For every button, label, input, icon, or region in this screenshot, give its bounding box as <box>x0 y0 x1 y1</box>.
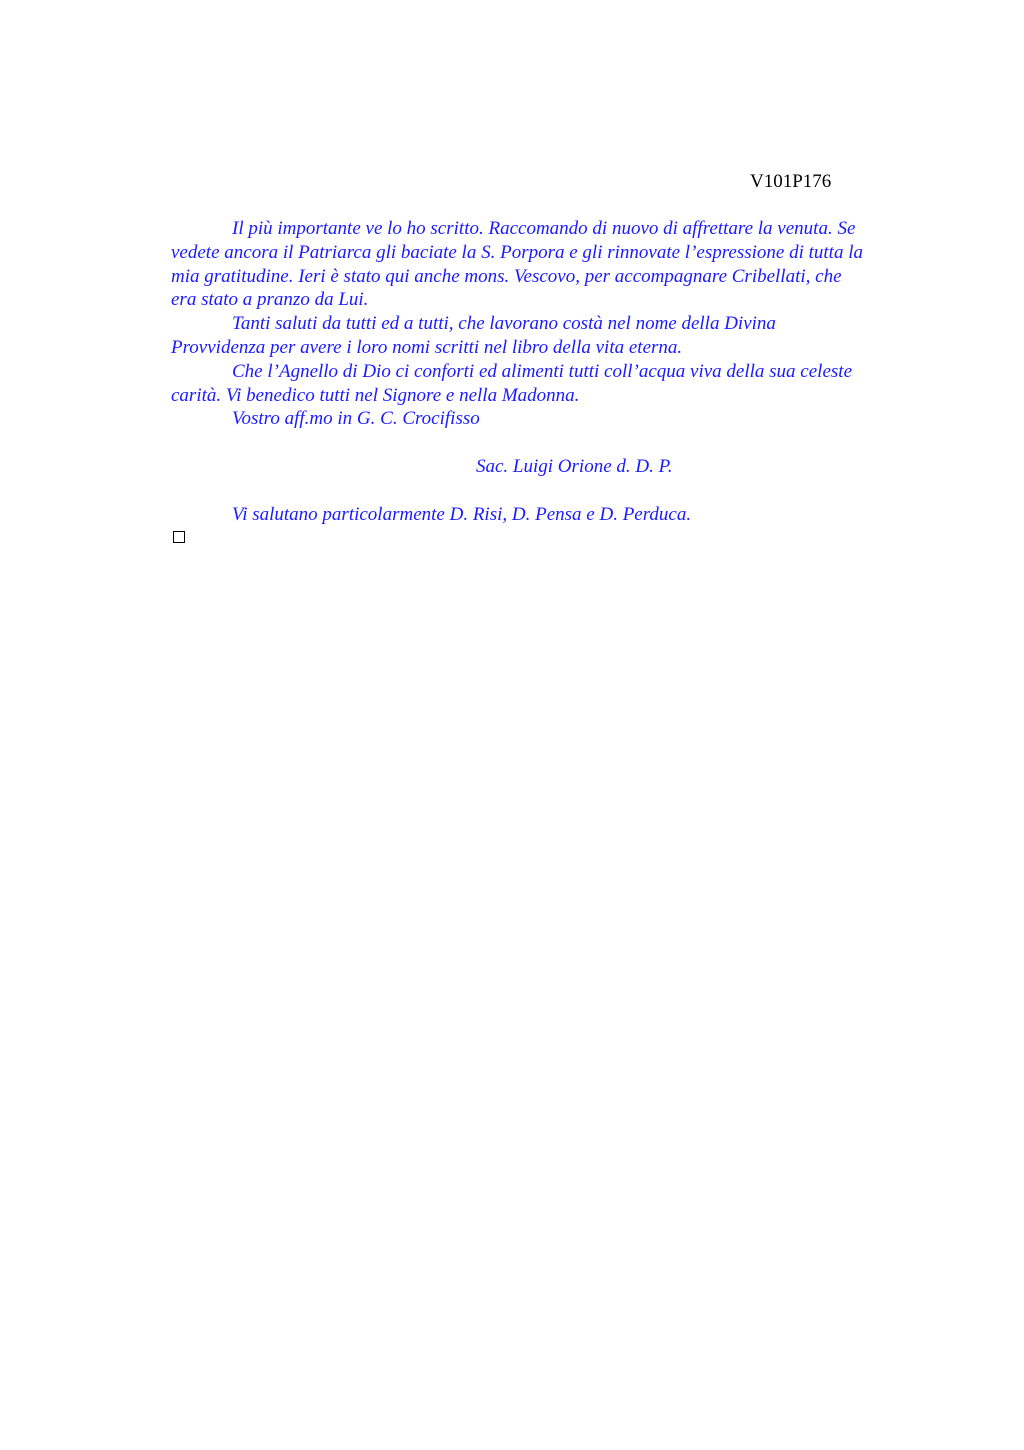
paragraph-1-line-3: mia gratitudine. Ieri è stato qui anche mons. Vescovo, per accompagnare Cribellati, che <box>171 265 842 287</box>
letter-body <box>171 217 931 527</box>
postscript: Vi salutano particolarmente D. Risi, D. Pensa e D. Perduca. <box>232 503 692 525</box>
paragraph-1-line-2: vedete ancora il Patriarca gli baciate la S. Porpora e gli rinnovate l’espressione di tutta la <box>171 241 863 263</box>
paragraph-3-line-1: Che l’Agnello di Dio ci conforti ed alimenti tutti coll’acqua viva della sua celeste <box>232 360 852 382</box>
paragraph-2 <box>171 312 931 360</box>
page-code: V101P176 <box>750 171 832 192</box>
paragraph-1-line-1: Il più importante ve lo ho scritto. Raccomando di nuovo di affrettare la venuta. Se <box>232 218 856 239</box>
paragraph-2-line-1: Tanti saluti da tutti ed a tutti, che lavorano costà nel nome della Divina <box>232 313 776 335</box>
closing-salutation: Vostro aff.mo in G. C. Crocifisso <box>232 408 480 430</box>
signature: Sac. Luigi Orione d. D. P. <box>476 456 673 478</box>
square-outline-icon <box>173 531 185 543</box>
paragraph-3 <box>171 360 931 408</box>
paragraph-3-line-2: carità. Vi benedico tutti nel Signore e nella Madonna. <box>171 384 580 406</box>
paragraph-2-line-2: Provvidenza per avere i loro nomi scritti nel libro della vita eterna. <box>171 336 683 358</box>
paragraph-1 <box>171 217 931 312</box>
paragraph-1-line-4: era stato a pranzo da Lui. <box>171 289 369 311</box>
